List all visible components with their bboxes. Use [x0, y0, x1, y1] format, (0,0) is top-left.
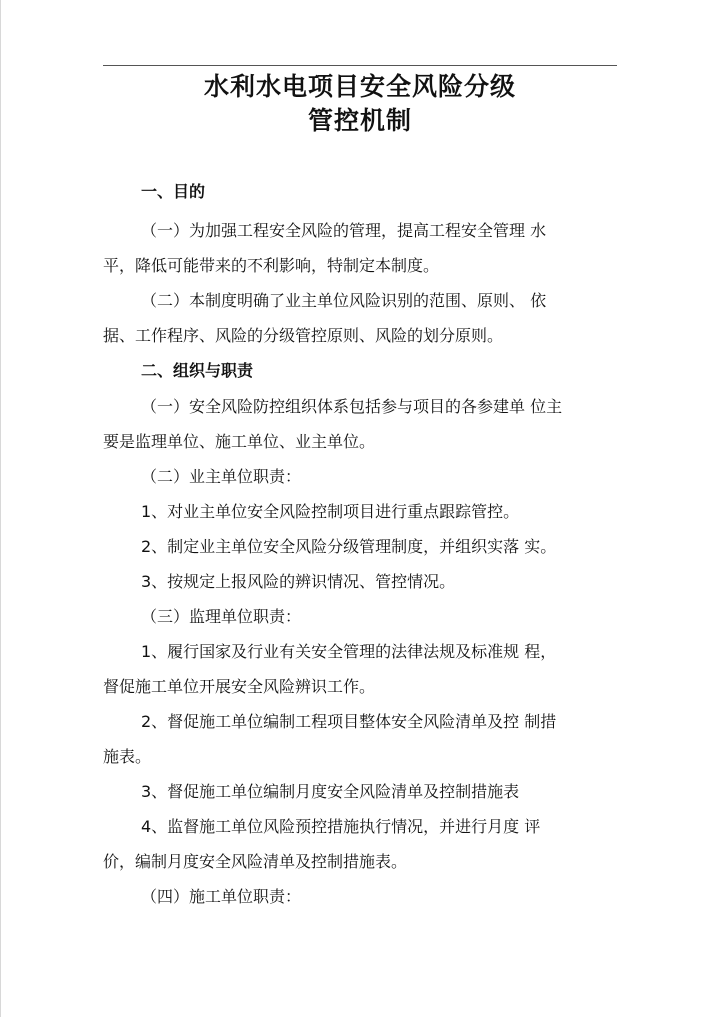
list-item: 4、监督施工单位风险预控措施执行情况，并进行月度 评 — [141, 817, 541, 836]
list-item: 1、对业主单位安全风险控制项目进行重点跟踪管控。 — [141, 502, 520, 521]
list-item: 3、按规定上报风险的辨识情况、管控情况。 — [141, 572, 456, 591]
paragraph-line: 要是监理单位、施工单位、业主单位。 — [103, 432, 376, 451]
document-title-line-1: 水利水电项目安全风险分级 — [203, 72, 516, 101]
section-heading-purpose: 一、目的 — [141, 182, 206, 201]
section-heading-organization: 二、组织与职责 — [141, 361, 254, 380]
list-item: 2、督促施工单位编制工程项目整体安全风险清单及控 制措 — [141, 712, 557, 731]
page-left-edge — [0, 0, 1, 1017]
subsection-heading-owner-duties: （二）业主单位职责： — [141, 467, 302, 486]
document-title-line-2: 管控机制 — [307, 106, 412, 135]
subsection-heading-contractor-duties: （四）施工单位职责： — [141, 887, 302, 906]
paragraph-line: （一）为加强工程安全风险的管理，提高工程安全管理 水 — [141, 221, 547, 240]
paragraph-line: 平，降低可能带来的不利影响，特制定本制度。 — [103, 256, 440, 275]
paragraph-line: （二）本制度明确了业主单位风险识别的范围、原则、 依 — [141, 291, 547, 310]
paragraph-line: 据、工作程序、风险的分级管控原则、风险的划分原则。 — [103, 326, 504, 345]
paragraph-line: （一）安全风险防控组织体系包括参与项目的各参建单 位主 — [141, 397, 563, 416]
header-rule — [103, 65, 617, 66]
paragraph-line: 督促施工单位开展安全风险辨识工作。 — [103, 677, 376, 696]
subsection-heading-supervisor-duties: （三）监理单位职责： — [141, 607, 302, 626]
paragraph-line: 价，编制月度安全风险清单及控制措施表。 — [103, 852, 408, 871]
list-item: 2、制定业主单位安全风险分级管理制度，并组织实落 实。 — [141, 537, 557, 556]
list-item: 1、履行国家及行业有关安全管理的法律法规及标准规 程， — [141, 642, 557, 661]
paragraph-line: 施表。 — [103, 747, 152, 766]
list-item: 3、督促施工单位编制月度安全风险清单及控制措施表 — [141, 782, 520, 801]
